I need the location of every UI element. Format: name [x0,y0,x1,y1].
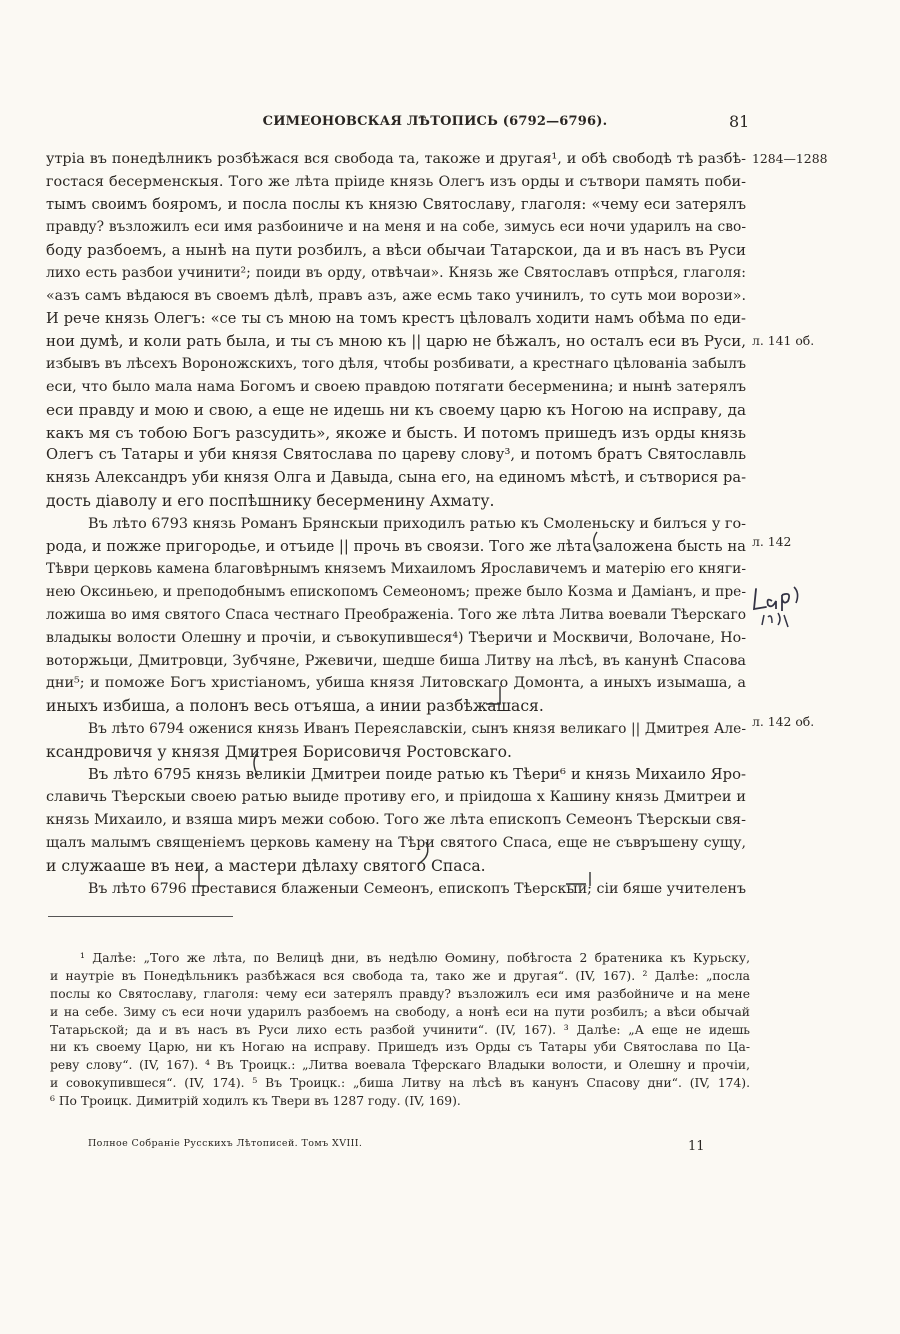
footnote-line: ⁶ По Троицк. Димитрій ходилъ къ Твери въ 1287 году. (IV, 169). [50,1094,461,1109]
signature-mark: 11 [688,1139,705,1154]
text-line: дни⁵; и поможе Богъ христіаномъ, убиша князя Литовскаго Домонта, а иныхъ изымаша, а [46,675,746,692]
text-line: боду разбоемъ, а нынѣ на пути розбилъ, а вѣси обычаи Татарскои, да и въ насъ въ Руси [46,241,746,260]
footnote-line: и на себе. Зиму съ еси ночи ударилъ разбоемъ на свободу, а нонѣ еси на пути розбилъ; а вѣси обычай [50,1004,750,1019]
text-line: гостася бесерменскыя. Того же лѣта пріиде князь Олегъ изъ орды и сътвори память поби- [46,173,746,190]
footnotes [50,950,750,1111]
text-line: Въ лѣто 6794 оженися князь Иванъ Переяславскіи, сынъ князя великаго || Дмитрея Але- [88,720,746,737]
footnote-line: ¹ Далѣе: „Того же лѣта, по Велицѣ дни, въ недѣлю Ѳомину, побѣгоста 2 братеника къ Курьску, [80,951,750,965]
text-line: Въ лѣто 6793 князь Романъ Брянскыи приходилъ ратью къ Смоленьску и билъся у го- [88,515,746,532]
text-line: славичь Тѣерскыи своею ратью выиде противу его, и пріидоша х Кашину князь Дмитреи и [46,789,746,806]
text-line: Въ лѣто 6796 преставися блаженыи Семеонъ, епископъ Тѣерскыи; сіи бяше учителенъ [88,880,746,897]
margin-folio-note: л. 142 об. [752,714,815,729]
text-line: нею Оксиньею, и преподобнымъ епископомъ Семеономъ; преже было Козма и Даміанъ, и пре- [46,584,746,601]
text-line: Олегъ съ Татары и уби князя Святослава по цареву слову³, и потомъ братъ Святославль [46,446,746,464]
text-line: нои думѣ, и коли рать была, и ты съ мною къ || царю не бѣжалъ, но осталъ еси въ Руси, [46,332,746,351]
text-line: лихо есть разбои учинити²; поиди въ орду, отвѣчаи». Князь же Святославъ отпрѣся, глаголя: [46,264,746,281]
text-line: И рече князь Олегъ: «се ты съ мною на томъ крестъ цѣловалъ ходити намъ обѣма по еди- [46,309,746,327]
text-line: князь Михаило, и взяша миръ межи собою. Того же лѣта епископъ Семеонъ Тѣерскыи свя- [46,812,746,829]
text-line: избывъ въ лѣсехъ Вороножскихъ, того дѣля, чтобы розбивати, а крестнаго цѣлованіа забылъ [46,356,746,373]
footnote-divider [48,916,233,917]
text-line: тымъ своимъ бояромъ, и посла послы къ князю Святославу, глаголя: «чему еси затерялъ [46,195,746,213]
footnote-line: ни къ своему Царю, ни къ Ногаю на исправу. Пришедъ изъ Орды съ Татары уби Святослава по Ца- [50,1040,750,1055]
page-number: 81 [729,112,750,131]
text-line: «азъ самъ вѣдаюся въ своемъ дѣлѣ, правъ азъ, аже есмь тако учинилъ, то суть мои ворози». [46,287,746,304]
text-line: ложиша во имя святого Спаса честнаго Преображеніа. Того же лѣта Литва воевали Тѣерскаго [46,606,746,623]
footnote-line: реву слову“. (IV, 167). ⁴ Въ Троицк.: „Литва воевала Тферскаго Владыки волости, и Олешну и прочіи, [50,1058,750,1073]
series-title: Полное Собраніе Русскихъ Лѣтописей. Томъ XVIII. [88,1138,363,1149]
text-line: ксандровичя у князя Дмитрея Борисовичя Ростовскаго. [46,742,512,761]
margin-folio-note: л. 141 об. [752,333,815,348]
text-line: щалъ малымъ священіемъ церковь камену на Тѣри святого Спаса, еще не съвръшену сущу, [46,834,746,851]
text-line: Тѣври церковь камена благовѣрнымъ княземъ Михаиломъ Ярославичемъ и матерію его княги- [46,561,746,578]
text-line: правду? възложилъ еси имя разбоиниче и на меня и на собе, зимусь еси ночи ударилъ на сво- [46,219,746,236]
running-title: СИМЕОНОВСКАЯ ЛѢТОПИСЬ (6792—6796). [262,114,608,129]
text-line: иныхъ избиша, а полонъ весь отъяша, а инии разбѣжашася. [46,697,544,716]
footnote-line: послы ко Святославу, глаголя: чему еси затерялъ правду? възложилъ еси имя разбойниче и на мене [50,986,750,1001]
text-line: дость діаволу и его поспѣшнику бесерменину Ахмату. [46,491,495,510]
text-line: утріа въ понедѣлникъ розбѣжася вся свобода та, такоже и другая¹, и обѣ свободѣ тѣ разбѣ- [46,151,746,167]
text-line: и служааше въ неи, а мастери дѣлаху святого Спаса. [46,856,486,875]
text-line: князь Александръ уби князя Олга и Давыда, сына его, на единомъ мѣстѣ, и сътворися ра- [46,469,746,487]
footnote-line: и наутріе въ Понедѣльникъ разбѣжася вся свобода та, тако же и другая“. (IV, 167). ² Далѣе: „посла [50,968,750,983]
text-line: рода, и пожже пригородье, и отъиде || прочь въ своязи. Того же лѣта заложена бысть на [46,537,746,555]
text-line: владыкы волости Олешну и прочіи, и съвокупившеся⁴) Тѣеричи и Москвичи, Волочане, Но- [46,629,746,646]
text-line: какъ мя съ тобою Богъ разсудить», якоже и бысть. И потомъ пришедъ изъ орды князь [46,423,746,442]
text-line: Въ лѣто 6795 князь великіи Дмитреи поиде ратью къ Тѣери⁶ и князь Михаило Яро- [88,765,746,783]
text-line: воторжьци, Дмитровци, Зубчяне, Ржевичи, шедше биша Литву на лѣсѣ, въ канунѣ Спасова [46,652,746,669]
text-line: еси правду и мою и свою, а еще не идешь ни къ своему царю къ Ногою на исправу, да [46,400,746,419]
margin-folio-note: л. 142 [752,534,792,549]
footnote-line: и совокупившеся“. (IV, 174). ⁵ Въ Троицк.: „биша Литву на лѣсѣ въ канунъ Спасову дни“. (IV, 174). [50,1076,750,1091]
footnote-line: Татарьской; да и въ насъ въ Руси лихо есть разбой учинити“. (IV, 167). ³ Далѣе: „А еще не идешь [50,1022,750,1037]
margin-year-range: 1284—1288 [752,151,828,166]
text-line: еси, что было мала нама Богомъ и своею правдою потягати бесерменина; и нынѣ затерялъ [46,378,746,395]
